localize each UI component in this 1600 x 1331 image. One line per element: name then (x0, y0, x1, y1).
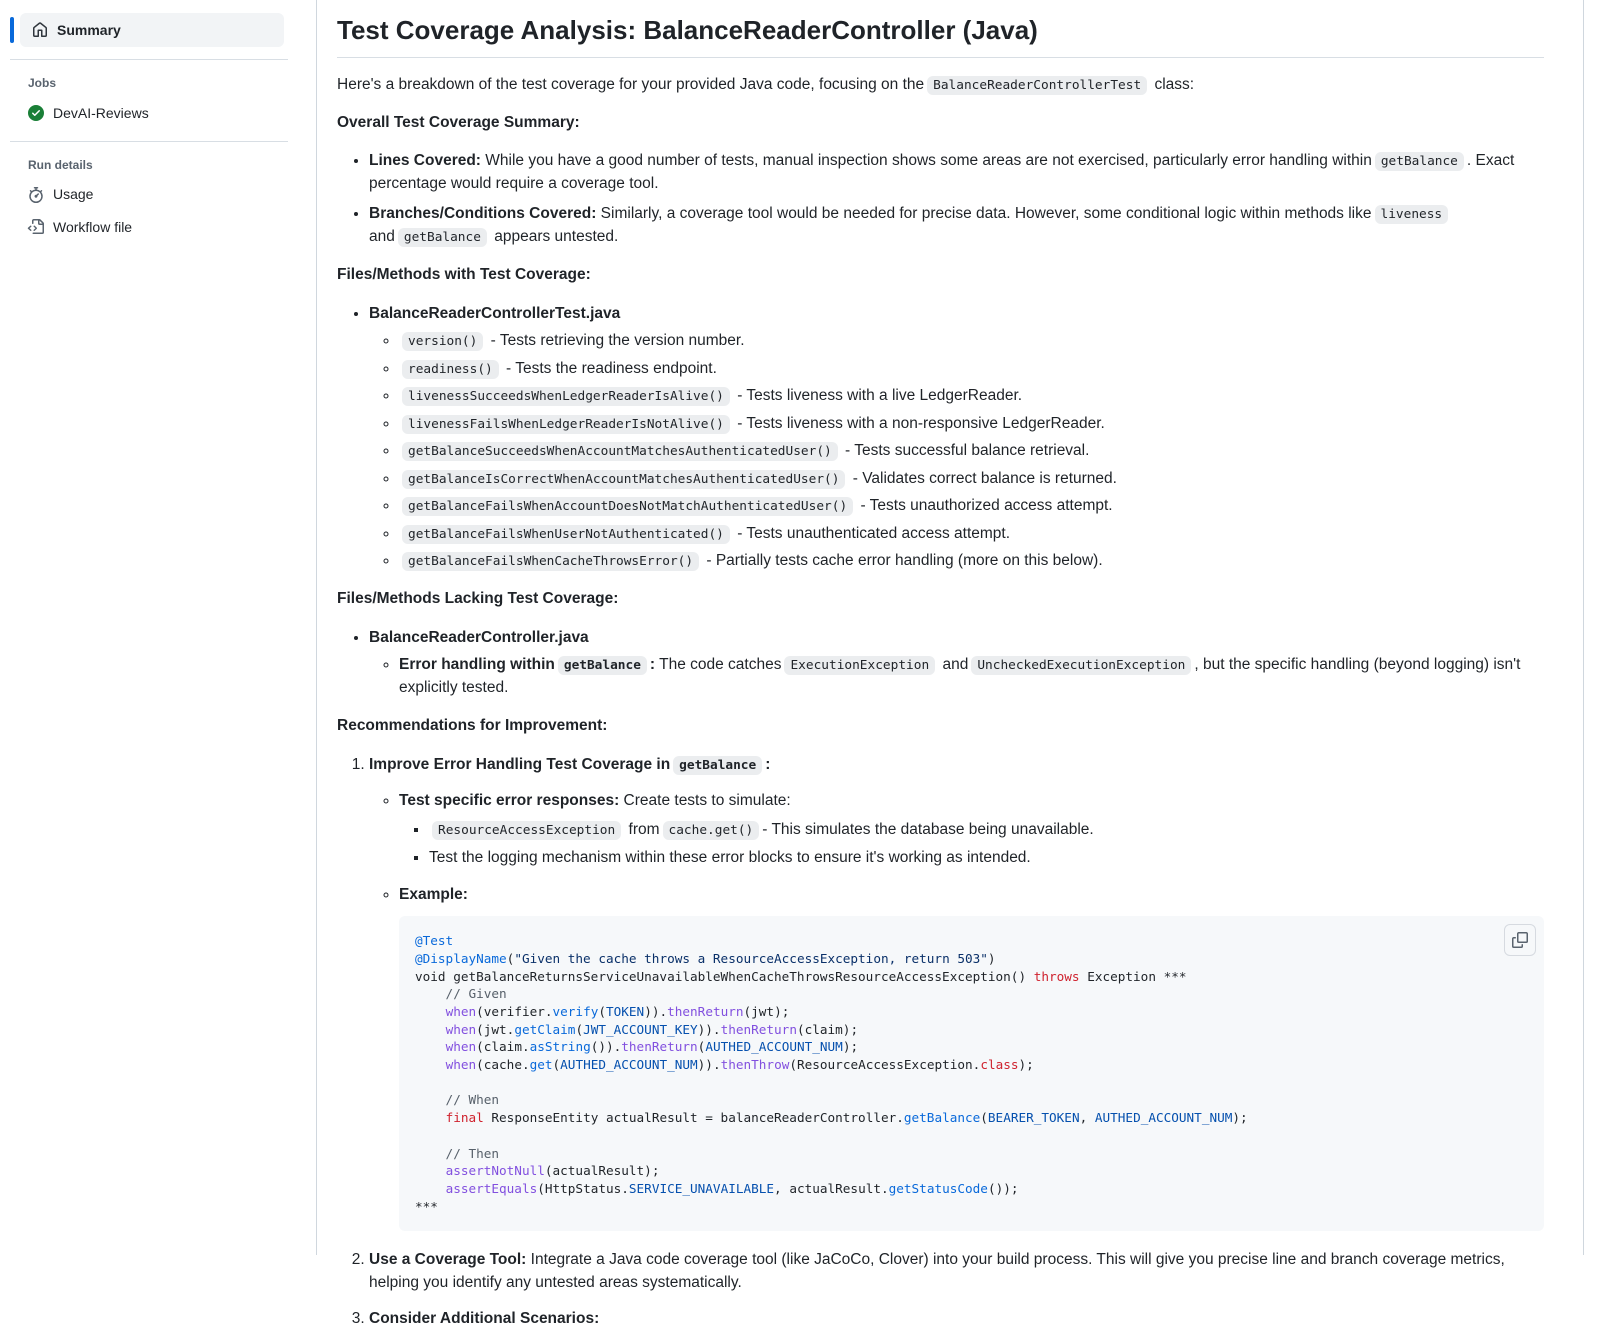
covered-method-item: ◦ getBalanceFailsWhenAccountDoesNotMatchAuthenticatedUser() - Tests unauthorized access attempt. (399, 495, 1544, 517)
sidebar-divider (10, 59, 288, 60)
recommendations-heading: Recommendations for Improvement: (337, 717, 608, 735)
sidebar (0, 0, 317, 1255)
sidebar-item-usage[interactable] (28, 178, 300, 210)
list-item (399, 884, 1544, 1232)
covered-method-item: ◦ livenessFailsWhenLedgerReaderIsNotAlive() - Tests liveness with a non-responsive LedgerReader. (399, 413, 1544, 435)
home-icon (32, 22, 48, 38)
example-code-block (399, 916, 1544, 1231)
coverage-file-name: • BalanceReaderControllerTest.java (369, 304, 621, 322)
page-title: Test Coverage Analysis: BalanceReaderController (Java) (337, 10, 1544, 58)
covered-method-item: ◦ getBalanceSucceedsWhenAccountMatchesAuthenticatedUser() - Tests successful balance retrieval. (399, 440, 1544, 462)
recommendation-3: 3. Consider Additional Scenarios: (369, 1308, 1544, 1330)
lacking-file-name: • BalanceReaderController.java (369, 628, 589, 646)
summary-content (317, 0, 1584, 1328)
list-item: • Branches/Conditions Covered: Similarly, a coverage tool would be needed for precise data. However, some conditional logic within methods like liveness and getBalance appears untested. (369, 203, 1544, 248)
copy-code-button[interactable] (1504, 924, 1536, 956)
covered-method-item: ◦ readiness() - Tests the readiness endpoint. (399, 358, 1544, 380)
sidebar-item-job-devai-reviews[interactable] (28, 97, 300, 129)
recommendation-2: 2. Use a Coverage Tool: Integrate a Java code coverage tool (like JaCoCo, Clover) into your build process. This will give you precise line and branch coverage metrics, helping you identify any untested areas systematically. (369, 1249, 1544, 1294)
recommendation-1: 1. Improve Error Handling Test Coverage in getBalance : ◦ Test specific error responses: Create tests to simulate: ▪ ResourceAccessException from cache.get() - This simulates the database being unavailable. ▪ Test the logging mechanism within these error blocks to ensure it's working as intended. ◦ Example: @Test @DisplayName("Given the cache throws a ResourceAccessException, return 503") void getBalanceReturnsServiceUnavailableWhenCacheThrowsResourceAccessException() throws Exception *** // Given when(verifier.verify(TOKEN)).thenReturn(jwt); when(jwt.getClaim(JWT_ACCOUNT_KEY)).thenReturn(claim); when(claim.asString()).thenReturn(AUTHED_ACCOUNT_NUM); when(cache.get(AUTHED_ACCOUNT_NUM)).thenThrow(ResourceAccessException.class); // When final ResponseEntity actualResult = balanceReaderController.getBalance(BEARER_TOKEN, AUTHED_ACCOUNT_NUM); // Then assertNotNull(actualResult); assertEquals(HttpStatus.SERVICE_UNAVAILABLE, actualResult.getStatusCode()); *** (369, 754, 1544, 1232)
covered-method-item: ◦ version() - Tests retrieving the version number. (399, 330, 1544, 352)
stopwatch-icon (28, 187, 44, 203)
sidebar-summary-label: Summary (57, 22, 121, 38)
sidebar-item-workflow-file[interactable] (28, 211, 300, 243)
list-item: ▪ ResourceAccessException from cache.get() - This simulates the database being unavailable. (429, 819, 1544, 841)
covered-method-item: ◦ getBalanceFailsWhenCacheThrowsError() - Partially tests cache error handling (more on this below). (399, 550, 1544, 572)
covered-method-item: ◦ livenessSucceedsWhenLedgerReaderIsAlive() - Tests liveness with a live LedgerReader. (399, 385, 1544, 407)
covered-method-item: ◦ getBalanceFailsWhenUserNotAuthenticated() - Tests unauthenticated access attempt. (399, 523, 1544, 545)
list-item: ▪ Test the logging mechanism within these error blocks to ensure it's working as intended. (429, 847, 1544, 869)
coverage-list (337, 303, 1544, 573)
coverage-heading: Files/Methods with Test Coverage: (337, 266, 591, 284)
lacking-list (337, 627, 1544, 699)
copy-icon (1512, 932, 1528, 948)
check-circle-icon (28, 105, 44, 121)
overall-summary-list (337, 150, 1544, 248)
code-content: @Test @DisplayName("Given the cache throws a ResourceAccessException, return 503") void getBalanceReturnsServiceUnavailableWhenCacheThrowsResourceAccessException() throws Exception *** // Given when(verifier.verify(TOKEN)).thenReturn(jwt); when(jwt.getClaim(JWT_ACCOUNT_KEY)).thenReturn(claim); when(claim.asString()).thenReturn(AUTHED_ACCOUNT_NUM); when(cache.get(AUTHED_ACCOUNT_NUM)).thenThrow(ResourceAccessException.class); // When final ResponseEntity actualResult = balanceReaderController.getBalance(BEARER_TOKEN, AUTHED_ACCOUNT_NUM); // Then assertNotNull(actualResult); assertEquals(HttpStatus.SERVICE_UNAVAILABLE, actualResult.getStatusCode()); *** (415, 933, 1248, 1214)
workflow-file-label: Workflow file (53, 218, 133, 235)
intro-paragraph: Here's a breakdown of the test coverage for your provided Java code, focusing on the BalanceReaderControllerTest class: (337, 75, 1195, 93)
list-item (369, 627, 1544, 699)
job-name: DevAI-Reviews (53, 104, 149, 121)
recommendations-list (337, 754, 1544, 1331)
lacking-heading: Files/Methods Lacking Test Coverage: (337, 590, 619, 608)
list-item: • Lines Covered: While you have a good number of tests, manual inspection shows some areas are not exercised, particularly error handling within getBalance . Exact percentage would require a coverage tool. (369, 150, 1544, 195)
list-item: ◦ Test specific error responses: Create tests to simulate: ▪ ResourceAccessException from cache.get() - This simulates the database being unavailable. ▪ Test the logging mechanism within these error blocks to ensure it's working as intended. (399, 790, 1544, 869)
covered-methods-list (369, 330, 1544, 572)
jobs-section-header: Jobs (28, 76, 57, 91)
overall-summary-heading: Overall Test Coverage Summary: (337, 113, 580, 131)
list-item (369, 303, 1544, 573)
file-code-icon (28, 219, 44, 235)
run-details-section-header: Run details (28, 157, 93, 172)
covered-method-item: ◦ getBalanceIsCorrectWhenAccountMatchesAuthenticatedUser() - Validates correct balance is returned. (399, 468, 1544, 490)
active-item-indicator (10, 17, 14, 43)
sidebar-divider (10, 141, 288, 142)
list-item: ◦ Error handling within getBalance : The code catches ExecutionException and UncheckedExecutionException , but the specific handling (beyond logging) isn't explicitly tested. (399, 654, 1544, 699)
usage-label: Usage (53, 186, 94, 203)
sidebar-item-summary[interactable] (20, 13, 284, 47)
example-label: ◦ Example: (399, 885, 468, 903)
